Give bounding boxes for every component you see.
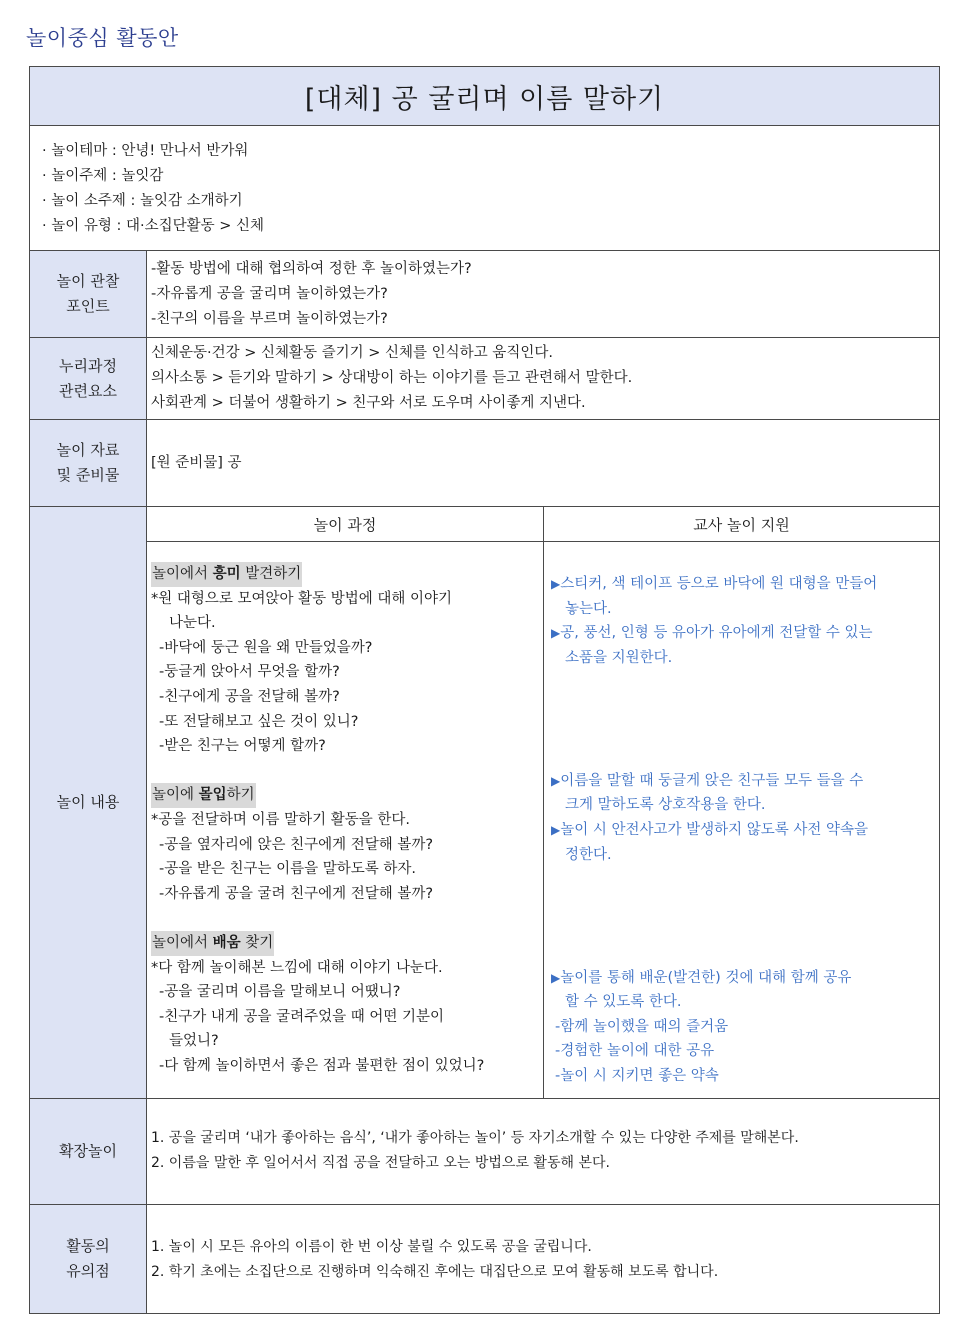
nuri-line: 의사소통 > 듣기와 말하기 > 상대방이 하는 이야기를 듣고 관련해서 말한다. [151, 370, 633, 386]
process-line: -공을 굴리며 이름을 말해보니 어땠니? [159, 984, 401, 1001]
divider [30, 1098, 939, 1099]
triangle-bullet-icon: ▶ [551, 970, 561, 985]
materials-text: [원 준비물] 공 [151, 455, 242, 471]
extension-line: 1. 공을 굴리며 ‘내가 좋아하는 음식’, ‘내가 좋아하는 놀이’ 등 자기소개할 수 있는 다양한 주제를 말해본다. [151, 1130, 799, 1146]
stage-heading: 놀이에서 흥미 발견하기 [151, 562, 302, 587]
support-line: -함께 놀이했을 때의 즐거움 [555, 1018, 729, 1035]
support-line: 소품을 지원한다. [565, 649, 673, 666]
observation-label [30, 251, 146, 337]
process-line: *공을 전달하며 이름 말하기 활동을 한다. [151, 811, 411, 828]
label-line: 누리과정 [59, 356, 117, 375]
notes-label [30, 1205, 146, 1313]
stage-heading: 놀이에서 배움 찾기 [151, 931, 274, 956]
process-line: -받은 친구는 어떻게 할까? [159, 738, 326, 755]
process-line: 들었니? [169, 1033, 219, 1050]
process-line: -친구가 내게 공을 굴려주었을 때 어떤 기분이 [159, 1008, 445, 1025]
stage-heading: 놀이에 몰입하기 [151, 783, 256, 808]
notes-line: 2. 학기 초에는 소집단으로 진행하며 익숙해진 후에는 대집단으로 모여 활동해 보도록 합니다. [151, 1264, 719, 1280]
info-type: · 놀이 유형 : 대·소집단활동 > 신체 [42, 214, 264, 239]
divider [30, 1204, 939, 1205]
activity-notes [151, 1235, 718, 1285]
process-line: 나눈다. [169, 615, 216, 632]
document-title: 놀이중심 활동안 [26, 26, 179, 50]
triangle-bullet-icon: ▶ [551, 773, 561, 788]
nuri-line: 사회관계 > 더불어 생활하기 > 친구와 서로 도우며 사이좋게 지낸다. [151, 395, 586, 411]
info-theme: · 놀이테마 : 안녕! 만나서 반가워 [42, 139, 264, 164]
info-topic: · 놀이주제 : 놀잇감 [42, 164, 264, 189]
support-line: 크게 말하도록 상호작용을 한다. [565, 797, 766, 814]
divider [146, 250, 147, 1313]
observation-line: -친구의 이름을 부르며 놀이하였는가? [151, 311, 388, 327]
activity-title: [대체] 공 굴리며 이름 말하기 [30, 67, 939, 126]
triangle-bullet-icon: ▶ [551, 626, 561, 641]
support-line: 놓는다. [565, 600, 612, 617]
nuri-label [30, 338, 146, 419]
materials-label [30, 420, 146, 506]
label-line: 포인트 [66, 297, 110, 315]
notes-line: 1. 놀이 시 모든 유아의 이름이 한 번 이상 불릴 수 있도록 공을 굴립니다. [151, 1239, 592, 1255]
process-line: -자유롭게 공을 굴려 친구에게 전달해 볼까? [159, 885, 434, 902]
support-column-header: 교사 놀이 지원 [693, 515, 790, 534]
label-line: 놀이 관찰 [56, 272, 120, 290]
support-line: -놀이 시 지키면 좋은 약속 [555, 1067, 719, 1084]
nuri-line: 신체운동·건강 > 신체활동 즐기기 > 신체를 인식하고 움직인다. [151, 345, 553, 361]
support-line: -경험한 놀이에 대한 공유 [555, 1043, 715, 1060]
observation-line: -활동 방법에 대해 협의하여 정한 후 놀이하였는가? [151, 261, 472, 277]
support-line: 할 수 있도록 한다. [565, 994, 682, 1011]
label-line: 유의점 [66, 1262, 110, 1280]
info-subtopic: · 놀이 소주제 : 놀잇감 소개하기 [42, 189, 264, 214]
extension-line: 2. 이름을 말한 후 일어서서 직접 공을 전달하고 오는 방법으로 활동해 본다. [151, 1155, 610, 1171]
process-line: -공을 옆자리에 앉은 친구에게 전달해 볼까? [159, 836, 434, 853]
teacher-support: ▶스티커, 색 테이프 등으로 바닥에 원 대형을 만들어 놓는다. ▶공, 풍선, 인형 등 유아가 유아에게 전달할 수 있는 소품을 지원한다. ▶이름을 말할 때 둥글게 앉은 친구들 모두 들을 수 크게 말하도록 상호작용을 한다. ▶놀이 시 안전사고가 발생하지 않도록 사전 약속을 정한다. ▶놀이를 통해 배운(발견한) 것에 대해 함께 공유 할 수 있도록 한다. -함께 놀이했을 때의 즐거움 -경험한 놀이에 대한 공유 -놀이 시 지키면 좋은 약속 [551, 572, 936, 1088]
triangle-bullet-icon: ▶ [551, 822, 561, 837]
extension-play [151, 1126, 799, 1176]
process-line: -또 전달해보고 싶은 것이 있니? [159, 713, 359, 730]
divider [30, 419, 939, 420]
extension-label: 확장놀이 [30, 1099, 146, 1204]
play-process [151, 562, 541, 1078]
observation-points [151, 257, 472, 332]
divider [30, 337, 939, 338]
process-line: *다 함께 놀이해본 느낌에 대해 이야기 나눈다. [151, 959, 443, 976]
observation-line: -자유롭게 공을 굴리며 놀이하였는가? [151, 286, 388, 302]
divider [30, 250, 939, 251]
label-line: 활동의 [66, 1237, 110, 1255]
process-line: -공을 받은 친구는 이름을 말하도록 하자. [159, 861, 416, 878]
label-line: 관련요소 [59, 381, 117, 400]
divider [543, 506, 544, 1098]
process-column-header: 놀이 과정 [313, 515, 377, 534]
activity-info [42, 139, 264, 239]
process-line: -다 함께 놀이하면서 좋은 점과 불편한 점이 있었니? [159, 1057, 485, 1074]
label-line: 및 준비물 [56, 466, 120, 484]
process-line: -둥글게 앉아서 무엇을 할까? [159, 664, 340, 681]
process-line: *원 대형으로 모여앉아 활동 방법에 대해 이야기 [151, 590, 453, 607]
triangle-bullet-icon: ▶ [551, 577, 561, 591]
process-line: -친구에게 공을 전달해 볼까? [159, 688, 340, 705]
activity-table [29, 66, 940, 1314]
nuri-elements [151, 341, 632, 416]
label-line: 놀이 자료 [56, 441, 120, 459]
support-line: 정한다. [565, 846, 612, 863]
content-label: 놀이 내용 [30, 507, 146, 1098]
process-line: -바닥에 둥근 원을 왜 만들었을까? [159, 639, 373, 656]
